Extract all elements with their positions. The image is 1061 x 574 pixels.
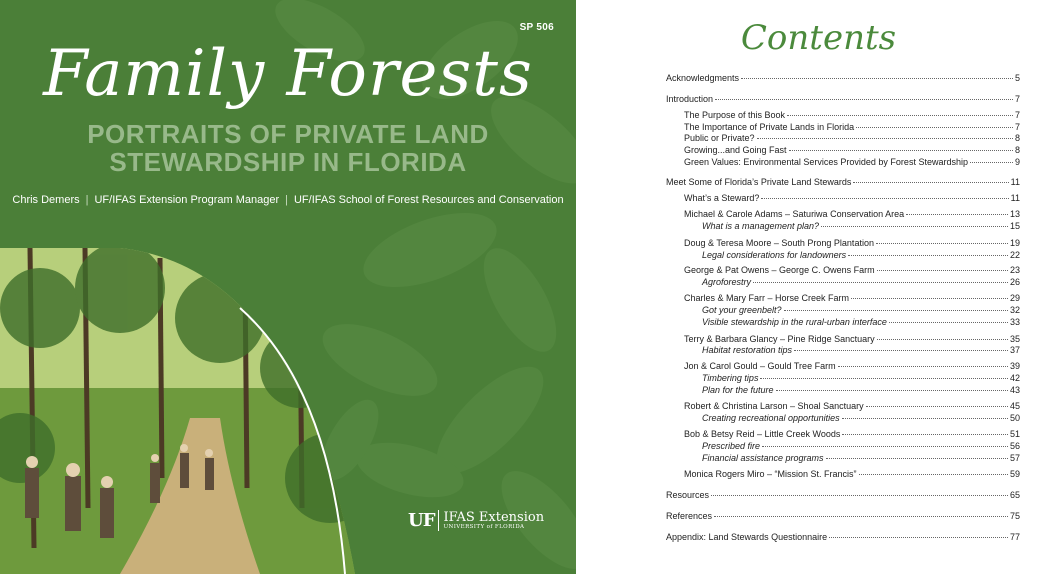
dot-leader xyxy=(876,243,1008,244)
contents-title: Contents xyxy=(740,18,897,58)
toc-entry[interactable] xyxy=(684,293,1020,303)
toc-page-number: 11 xyxy=(1010,177,1020,187)
toc-entry[interactable] xyxy=(684,334,1020,344)
toc-page-number: 75 xyxy=(1009,511,1020,521)
toc-label: Michael & Carole Adams – Saturiwa Conservation Area xyxy=(684,209,905,219)
toc-page-number: 39 xyxy=(1009,361,1020,371)
toc-page-number: 35 xyxy=(1009,334,1020,344)
toc-page-number: 13 xyxy=(1009,209,1020,219)
toc-entry[interactable] xyxy=(684,193,1020,203)
toc-page-number: 7 xyxy=(1014,110,1020,120)
dot-leader xyxy=(838,366,1008,367)
dot-leader xyxy=(859,474,1008,475)
dot-leader xyxy=(877,339,1008,340)
dot-leader xyxy=(761,198,1008,199)
toc-subentry[interactable] xyxy=(702,413,1020,423)
toc-page-number: 50 xyxy=(1009,413,1020,423)
author-department: UF/IFAS School of Forest Resources and Conservation xyxy=(293,194,564,206)
toc-page-number: 65 xyxy=(1009,490,1020,500)
toc-label: Appendix: Land Stewards Questionnaire xyxy=(666,532,828,542)
toc-page-number: 22 xyxy=(1009,250,1020,260)
toc-section-entry[interactable] xyxy=(666,532,1020,542)
toc-page-number: 15 xyxy=(1009,221,1020,231)
dot-leader xyxy=(906,214,1008,215)
toc-entry[interactable] xyxy=(684,361,1020,371)
toc-entry[interactable] xyxy=(684,157,1020,167)
toc-page-number: 43 xyxy=(1009,385,1020,395)
dot-leader xyxy=(821,226,1008,227)
toc-label: Terry & Barbara Glancy – Pine Ridge Sanctuary xyxy=(684,334,875,344)
dot-leader xyxy=(842,434,1008,435)
toc-page-number: 33 xyxy=(1009,317,1020,327)
dot-leader xyxy=(741,78,1013,79)
toc-label: Doug & Teresa Moore – South Prong Plantation xyxy=(684,238,874,248)
toc-page-number: 59 xyxy=(1009,469,1020,479)
cover-credits xyxy=(0,194,576,206)
dot-leader xyxy=(762,446,1008,447)
divider: | xyxy=(85,194,89,206)
toc-section-entry[interactable] xyxy=(666,490,1020,500)
toc-label: References xyxy=(666,511,713,521)
toc-label: Legal considerations for landowners xyxy=(702,250,847,260)
toc-subentry[interactable] xyxy=(702,453,1020,463)
toc-entry[interactable] xyxy=(684,110,1020,120)
toc-label: What is a management plan? xyxy=(702,221,820,231)
toc-label: Habitat restoration tips xyxy=(702,345,793,355)
toc-label: The Purpose of this Book xyxy=(684,110,786,120)
toc-section-entry[interactable] xyxy=(666,73,1020,83)
toc-subentry[interactable] xyxy=(702,305,1020,315)
toc-label: Meet Some of Florida’s Private Land Stewards xyxy=(666,177,852,187)
toc-label: George & Pat Owens – George C. Owens Farm xyxy=(684,265,875,275)
toc-label: Jon & Carol Gould – Gould Tree Farm xyxy=(684,361,836,371)
dot-leader xyxy=(787,115,1013,116)
cover-subtitle xyxy=(0,120,576,176)
dot-leader xyxy=(794,350,1008,351)
toc-label: Green Values: Environmental Services Provided by Forest Stewardship xyxy=(684,157,968,167)
toc-subentry[interactable] xyxy=(702,441,1020,451)
dot-leader xyxy=(856,127,1013,128)
toc-label: Financial assistance programs xyxy=(702,453,824,463)
dot-leader xyxy=(776,390,1008,391)
toc-entry[interactable] xyxy=(684,429,1020,439)
dot-leader xyxy=(715,99,1013,100)
toc-page-number: 42 xyxy=(1009,373,1020,383)
toc-page-number: 9 xyxy=(1014,157,1020,167)
toc-entry[interactable] xyxy=(684,265,1020,275)
toc-entry[interactable] xyxy=(684,238,1020,248)
toc-label: Bob & Betsy Reid – Little Creek Woods xyxy=(684,429,841,439)
toc-page-number: 51 xyxy=(1009,429,1020,439)
ifas-extension-text: IFAS Extension xyxy=(443,509,545,525)
toc-label: Got your greenbelt? xyxy=(702,305,782,315)
toc-page-number: 45 xyxy=(1009,401,1020,411)
toc-label: Introduction xyxy=(666,94,714,104)
dot-leader xyxy=(848,255,1008,256)
toc-entry[interactable] xyxy=(684,145,1020,155)
toc-label: Timbering tips xyxy=(702,373,759,383)
dot-leader xyxy=(851,298,1008,299)
dot-leader xyxy=(711,495,1008,496)
toc-label: Robert & Christina Larson – Shoal Sanctuary xyxy=(684,401,864,411)
university-text: UNIVERSITY of FLORIDA xyxy=(443,523,525,530)
toc-section-entry[interactable] xyxy=(666,511,1020,521)
dot-leader xyxy=(757,138,1013,139)
toc-subentry[interactable] xyxy=(702,385,1020,395)
toc-subentry[interactable] xyxy=(702,345,1020,355)
dot-leader xyxy=(853,182,1008,183)
toc-entry[interactable] xyxy=(684,209,1020,219)
toc-page-number: 19 xyxy=(1009,238,1020,248)
toc-label: Resources xyxy=(666,490,710,500)
toc-entry[interactable] xyxy=(684,469,1020,479)
publication-code: SP 506 xyxy=(519,22,554,33)
toc-page-number: 7 xyxy=(1014,122,1020,132)
toc-section-entry[interactable] xyxy=(666,177,1020,187)
toc-page-number: 29 xyxy=(1009,293,1020,303)
toc-label: Agroforestry xyxy=(702,277,752,287)
toc-subentry[interactable] xyxy=(702,317,1020,327)
dot-leader xyxy=(826,458,1008,459)
divider: | xyxy=(285,194,288,206)
toc-entry[interactable] xyxy=(684,133,1020,143)
toc-page-number: 5 xyxy=(1014,73,1020,83)
toc-page-number: 32 xyxy=(1009,305,1020,315)
toc-label: Creating recreational opportunities xyxy=(702,413,840,423)
dot-leader xyxy=(753,282,1008,283)
dot-leader xyxy=(842,418,1008,419)
toc-page-number: 23 xyxy=(1009,265,1020,275)
subtitle-line-1: PORTRAITS OF PRIVATE LAND xyxy=(87,119,489,149)
toc-section-entry[interactable] xyxy=(666,94,1020,104)
dot-leader xyxy=(760,378,1008,379)
toc-page-number: 57 xyxy=(1009,453,1020,463)
toc-page-number: 37 xyxy=(1009,345,1020,355)
toc-page-number: 26 xyxy=(1009,277,1020,287)
dot-leader xyxy=(714,516,1008,517)
toc-subentry[interactable] xyxy=(702,277,1020,287)
author-name: Chris Demers xyxy=(12,194,80,206)
dot-leader xyxy=(789,150,1013,151)
author-role: UF/IFAS Extension Program Manager xyxy=(94,194,280,206)
toc-label: Plan for the future xyxy=(702,385,774,395)
toc-page-number: 77 xyxy=(1009,532,1020,542)
toc-page-number: 7 xyxy=(1014,94,1020,104)
toc-label: Public or Private? xyxy=(684,133,755,143)
toc-page-number: 56 xyxy=(1009,441,1020,451)
toc-subentry[interactable] xyxy=(702,373,1020,383)
toc-entry[interactable] xyxy=(684,122,1020,132)
toc-subentry[interactable] xyxy=(702,221,1020,231)
dot-leader xyxy=(889,322,1008,323)
toc-page-number: 8 xyxy=(1014,145,1020,155)
toc-page-number: 8 xyxy=(1014,133,1020,143)
toc-entry[interactable] xyxy=(684,401,1020,411)
subtitle-line-2: STEWARDSHIP IN FLORIDA xyxy=(109,147,467,177)
toc-label: The Importance of Private Lands in Florida xyxy=(684,122,855,132)
cover-title: Family Forests xyxy=(43,37,533,111)
dot-leader xyxy=(784,310,1008,311)
toc-label: Prescribed fire xyxy=(702,441,761,451)
uf-ifas-logo xyxy=(408,510,544,531)
toc-label: What’s a Steward? xyxy=(684,193,760,203)
toc-label: Visible stewardship in the rural-urban interface xyxy=(702,317,887,327)
toc-label: Growing...and Going Fast xyxy=(684,145,787,155)
toc-subentry[interactable] xyxy=(702,250,1020,260)
dot-leader xyxy=(829,537,1008,538)
toc-label: Charles & Mary Farr – Horse Creek Farm xyxy=(684,293,850,303)
contents-page xyxy=(576,0,1061,574)
uf-logo-mark: UF xyxy=(408,510,439,531)
dot-leader xyxy=(866,406,1008,407)
dot-leader xyxy=(877,270,1008,271)
toc-label: Acknowledgments xyxy=(666,73,740,83)
dot-leader xyxy=(970,162,1013,163)
toc-label: Monica Rogers Miro – “Mission St. Francis” xyxy=(684,469,857,479)
toc-page-number: 11 xyxy=(1010,193,1020,203)
